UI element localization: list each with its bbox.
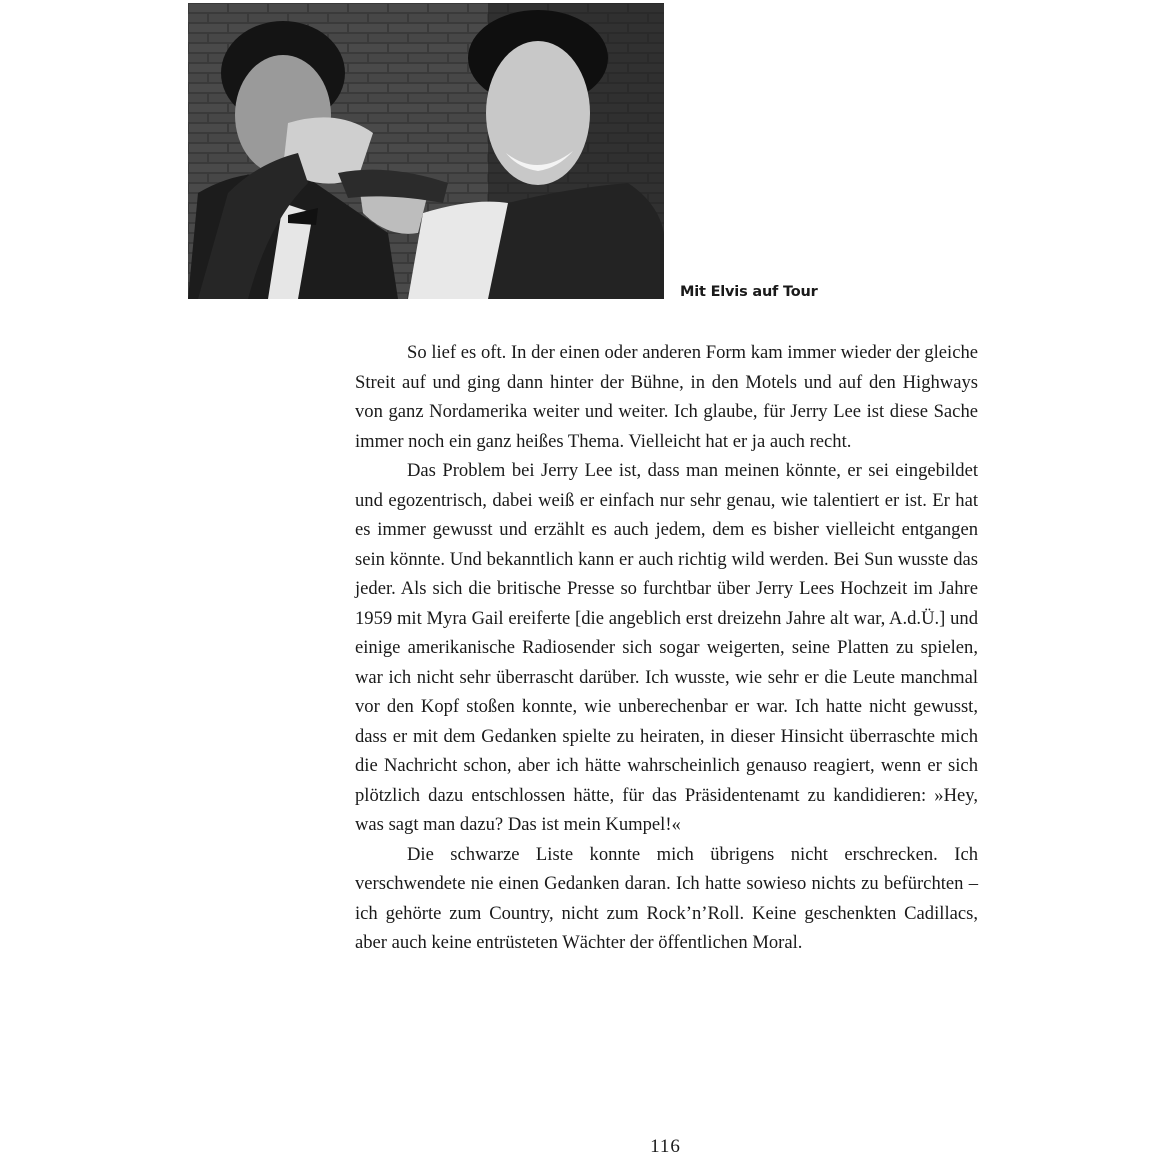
- paragraph: Die schwarze Liste konnte mich übrigens nicht erschrecken. Ich verschwendete nie einen Gedanken daran. Ich hatte sowieso nichts zu befürchten – ich gehörte zum Country, nicht zum Rock’n’Roll. Keine geschenkten Cadillacs, aber auch keine entrüsteten Wächter der öffentlichen Moral.: [355, 843, 978, 953]
- photo-illustration: [188, 3, 664, 299]
- photo-caption: Mit Elvis auf Tour: [680, 284, 818, 300]
- body-text: [355, 338, 978, 958]
- page-number: 116: [650, 1136, 681, 1157]
- paragraph: So lief es oft. In der einen oder anderen Form kam immer wieder der gleiche Streit auf und ging dann hinter der Bühne, in den Motels und auf den Highways von ganz Nordamerika weiter und weiter. Ich glaube, für Jerry Lee ist diese Sache immer noch ein ganz heißes Thema. Vielleicht hat er ja auch recht.: [355, 342, 978, 452]
- photo-elvis-and-friend: [188, 3, 664, 299]
- paragraph: Das Problem bei Jerry Lee ist, dass man meinen könnte, er sei eingebildet und egozentrisch, dabei weiß er einfach nur sehr genau, wie talentiert er ist. Er hat es immer gewusst und erzählt es auch jedem, dem es bisher vielleicht entgangen sein könnte. Und bekanntlich kann er auch richtig wild werden. Bei Sun wusste das jeder. Als sich die britische Presse so furchtbar über Jerry Lees Hochzeit im Jahre 1959 mit Myra Gail ereiferte [die angeblich erst dreizehn Jahre alt war, A.d.Ü.] und einige amerikanische Radiosender sich sogar weigerten, seine Platten zu spielen, war ich nicht sehr überrascht darüber. Ich wusste, wie sehr er die Leute manchmal vor den Kopf stoßen konnte, wie unberechenbar er war. Ich hatte nicht gewusst, dass er mit dem Gedanken spielte zu heiraten, in dieser Hinsicht überraschte mich die Nachricht schon, aber ich hätte wahrscheinlich genauso reagiert, wenn er sich plötzlich dazu entschlossen hätte, für das Präsidentenamt zu kandidieren: »Hey, was sagt man dazu? Das ist mein Kumpel!«: [355, 460, 978, 835]
